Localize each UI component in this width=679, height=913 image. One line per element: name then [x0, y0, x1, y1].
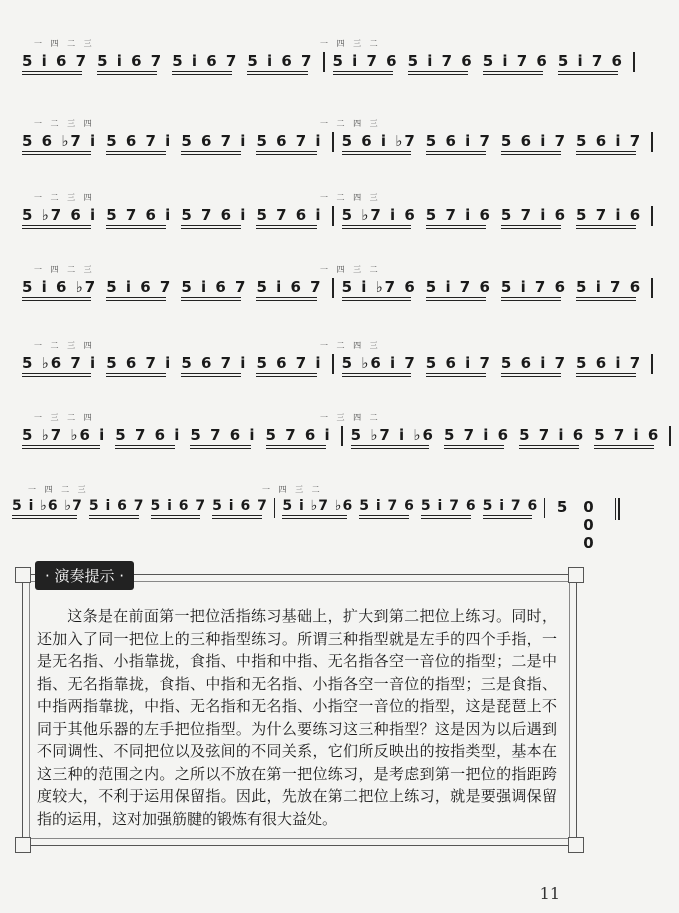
note-group: 5 7 i 6: [594, 426, 660, 449]
rest-marks: 0 0 0: [583, 498, 606, 552]
note-group: 5 6 i 7: [426, 132, 492, 155]
note-group: 5 6 7 i: [106, 354, 172, 377]
note-group: 5 i ♭6 ♭7: [12, 498, 83, 519]
note-group: 5 i 7 6: [483, 52, 549, 75]
frame-corner: [15, 567, 31, 583]
page-number: 11: [539, 884, 560, 903]
note-group: 5 7 6 i: [256, 206, 322, 229]
note-group: 5 i 6 ♭7: [22, 278, 97, 301]
bar-line: [323, 52, 325, 72]
score-line-6: [18, 412, 661, 452]
bar-line: [633, 52, 635, 72]
note-group: 5 ♭7 ♭6 i: [22, 426, 106, 449]
note-group: 5 7 i 6: [576, 206, 642, 229]
fingering-marks: 一 二 四 三: [320, 341, 381, 350]
note-group: 5 i 6 7: [256, 278, 322, 301]
note-group: 5 6 7 i: [106, 132, 172, 155]
frame-corner: [15, 837, 31, 853]
note-group: 5 6 i ♭7: [342, 132, 417, 155]
note-group: 5 6 ♭7 i: [22, 132, 97, 155]
note-group: 5 7 i 6: [519, 426, 585, 449]
note-group: 5 i 7 6: [576, 278, 642, 301]
note-group: 5 i 6 7: [151, 498, 207, 519]
note-group: 5 i 7 6: [426, 278, 492, 301]
frame-corner: [568, 567, 584, 583]
fingering-marks: 一 三 四 二: [320, 413, 381, 422]
note-group: 5 7 6 i: [190, 426, 256, 449]
fingering-marks: 一 四 二 三: [34, 39, 95, 48]
note-group: 5 i ♭7 ♭6: [282, 498, 353, 519]
fingering-marks: 一 四 三 二: [320, 265, 381, 274]
note-group: 5 i 6 7: [89, 498, 145, 519]
bar-line: [651, 278, 653, 298]
note-group: 5 i 7 6: [421, 498, 477, 519]
bar-line: [669, 426, 671, 446]
tips-paragraph: 这条是在前面第一把位活指练习基础上，扩大到第二把位上练习。同时，还加入了同一把位上的三种指型练习。所谓三种指型就是左手的四个手指，一是无名指、小指靠拢，食指、中指和中指、无名指各空一音位的指型；二是中指、无名指靠拢，食指、中指和无名指、小指各空一音位的指型；三是食指、中指两指靠拢，中指、无名指和无名指、小指空一音位的指型，这是琵琶上不同于其他乐器的左手把位指型。为什么要练习这三种指型？这是因为以后遇到不同调性、不同把位以及弦间的不同关系，它们所反映出的按指类型，基本在这三种的范围之内。之所以不放在第一把位练习，是考虑到第一把位的指距跨度较大，不利于运用保留指。因此，先放在第二把位上练习，就是要强调保留指的运用，这对加强筋腱的锻炼有很大益处。: [37, 607, 557, 828]
note-group: 5 6 i 7: [576, 132, 642, 155]
note-group: 5 i 7 6: [359, 498, 415, 519]
note-group: 5 i 6 7: [212, 498, 268, 519]
note-group: 5 6 i 7: [576, 354, 642, 377]
bar-line: [332, 278, 334, 298]
fingering-marks: 一 四 三 二: [262, 485, 323, 494]
note-group: 5 7 6 i: [106, 206, 172, 229]
fingering-marks: 一 二 三 四: [34, 341, 95, 350]
score-line-7: [12, 484, 606, 552]
score-line-5: [18, 340, 643, 380]
note-group: 5 7 i 6: [444, 426, 510, 449]
bar-line: [341, 426, 343, 446]
note-group: 5 6 7 i: [256, 354, 322, 377]
ending-note: 5: [556, 498, 580, 516]
fingering-marks: 一 二 三 四: [34, 119, 95, 128]
note-group: 5 ♭6 i 7: [342, 354, 417, 377]
note-group: 5 7 i 6: [501, 206, 567, 229]
final-bar-line-thick: [618, 498, 619, 520]
note-group: 5 i 7 6: [501, 278, 567, 301]
bar-line: [651, 354, 653, 374]
score-line-4: [18, 264, 643, 304]
note-group: 5 6 i 7: [501, 132, 567, 155]
fingering-marks: 一 四 三 二: [320, 39, 381, 48]
score-line-2: [18, 118, 643, 158]
frame-corner: [568, 837, 584, 853]
fingering-marks: 一 二 三 四: [34, 193, 95, 202]
note-group: 5 i 6 7: [97, 52, 163, 75]
note-group: 5 i 7 6: [333, 52, 399, 75]
bar-line: [274, 498, 275, 518]
note-group: 5 7 i 6: [426, 206, 492, 229]
fingering-marks: 一 四 二 三: [28, 485, 89, 494]
note-group: 5 ♭7 i ♭6: [351, 426, 435, 449]
note-group: 5 6 7 i: [256, 132, 322, 155]
note-group: 5 i 7 6: [558, 52, 624, 75]
bar-line: [332, 206, 334, 226]
bar-line: [651, 206, 653, 226]
tips-label: · 演奏提示 ·: [35, 561, 134, 590]
final-bar-line: [615, 498, 616, 520]
bar-line: [544, 498, 545, 518]
fingering-marks: 一 四 二 三: [34, 265, 95, 274]
note-group: 5 7 6 i: [181, 206, 247, 229]
note-group: 5 6 7 i: [181, 354, 247, 377]
performance-tips-box: [22, 567, 577, 846]
bar-line: [332, 354, 334, 374]
tips-text: [37, 605, 557, 830]
note-group: 5 i 6 7: [181, 278, 247, 301]
note-group: 5 ♭7 6 i: [22, 206, 97, 229]
note-group: 5 ♭7 i 6: [342, 206, 417, 229]
note-group: 5 i 6 7: [172, 52, 238, 75]
note-group: 5 6 7 i: [181, 132, 247, 155]
score-line-1: [18, 38, 624, 78]
note-group: 5 6 i 7: [426, 354, 492, 377]
note-group: 5 i 7 6: [408, 52, 474, 75]
note-group: 5 i 6 7: [247, 52, 313, 75]
score-line-3: [18, 192, 643, 232]
bar-line: [332, 132, 334, 152]
note-group: 5 i ♭7 6: [342, 278, 417, 301]
note-group: 5 7 6 i: [266, 426, 332, 449]
note-group: 5 i 6 7: [22, 52, 88, 75]
note-group: 5 6 i 7: [501, 354, 567, 377]
note-group: 5 7 6 i: [115, 426, 181, 449]
note-group: 5 ♭6 7 i: [22, 354, 97, 377]
bar-line: [651, 132, 653, 152]
fingering-marks: 一 二 四 三: [320, 119, 381, 128]
fingering-marks: 一 二 四 三: [320, 193, 381, 202]
note-group: 5 i 6 7: [106, 278, 172, 301]
fingering-marks: 一 三 二 四: [34, 413, 95, 422]
note-group: 5 i 7 6: [483, 498, 539, 519]
